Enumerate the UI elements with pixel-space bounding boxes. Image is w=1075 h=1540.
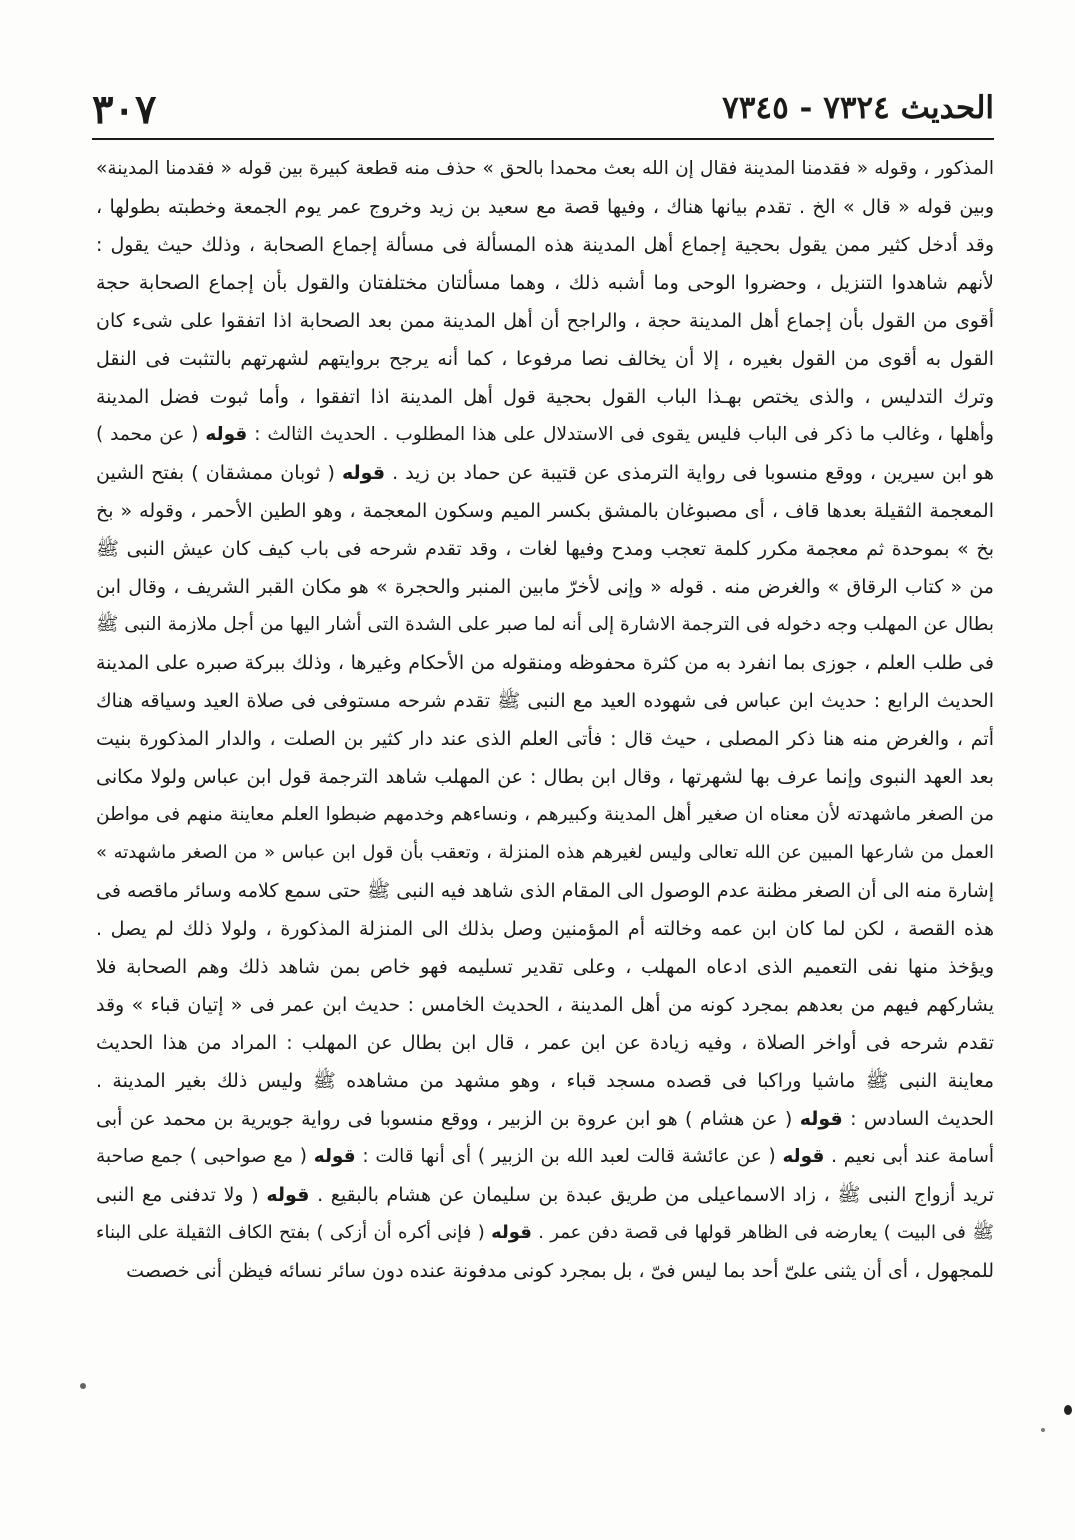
page-number: ٣٠٧: [92, 86, 157, 133]
text-line: الحديث السادس : قوله ( عن هشام ) هو ابن عروة بن الزبير ، ووقع منسوبا فى رواية جويرية بن محمد عن أبى: [96, 1108, 994, 1130]
qawluh-keyword: قوله: [799, 1108, 843, 1130]
page-header: [92, 88, 994, 134]
text-line: يشاركهم فيهم من بعدهم بمجرد كونه من أهل المدينة ، الحديث الخامس : حديث ابن عمر فى « إتيان قباء » وقد: [96, 994, 994, 1016]
text-line: هو ابن سيرين ، ووقع منسوبا فى رواية الترمذى عن قتيبة عن حماد بن زيد . قوله ( ثوبان ممشقان ) بفتح الشين: [96, 462, 994, 484]
text-line: بخ » بموحدة ثم معجمة مكرر كلمة تعجب ومدح وفيها لغات ، وقد تقدم شرحه فى باب كيف كان عيش النبى ﷺ: [96, 538, 994, 560]
ink-speck: [1064, 1405, 1072, 1415]
body-text: [96, 150, 994, 1290]
text-line: معاينة النبى ﷺ ماشيا وراكبا فى قصده مسجد قباء ، وهو مشهد من مشاهده ﷺ وليس ذلك بغير المدينة .: [96, 1070, 994, 1092]
ink-speck: [80, 1383, 86, 1389]
text-line: ويؤخذ منها نفى التعميم الذى ادعاه المهلب ، وعلى تقدير تسليمه فهو خاص بمن شاهد ذلك وهم الصحابة فلا: [96, 956, 994, 978]
qawluh-keyword: قوله: [491, 1222, 532, 1243]
text-line: أتم ، والغرض منه هنا ذكر المصلى ، حيث قال : فأتى العلم الذى عند دار كثير بن الصلت ، والدار المذكورة بنيت: [96, 728, 994, 750]
text-line: للمجهول ، أى أن يثنى علىّ أحد بما ليس فىّ ، بل بمجرد كونى مدفونة عنده دون سائر نسائه فيظن أنى خصصت: [126, 1260, 994, 1282]
text-line: تقدم شرحه فى أواخر الصلاة ، وفيه زيادة عن ابن عمر ، قال ابن بطال عن المهلب : المراد من هذا الحديث: [96, 1032, 994, 1054]
text-line: بطال عن المهلب وجه دخوله فى الترجمة الاشارة إلى أنه لما صبر على الشدة التى أشار اليها من أجل ملازمة النبى ﷺ: [96, 614, 994, 635]
header-rule: [92, 138, 994, 140]
text-line: من « كتاب الرقاق » والغرض منه . قوله « وإنى لأخرّ مابين المنبر والحجرة » هو مكان القبر الشريف ، وقال ابن: [96, 576, 994, 598]
text-line: وبين قوله « قال » الخ . تقدم بيانها هناك ، وفيها قصة مع سعيد بن زيد وخروج عمر يوم الجمعة وخطبته بطولها ،: [96, 196, 994, 218]
text-line: فى طلب العلم ، جوزى بما انفرد به من كثرة محفوظه ومنقوله من الأحكام وغيرها ، وذلك ببركة صبره على المدينة: [96, 652, 994, 674]
text-line: هذه القصة ، لكن لما كان ابن عمه وخالته أم المؤمنين وصل بذلك الى المنزلة المذكورة ، ولولا ذلك لم يصل .: [96, 918, 994, 940]
text-line: الحديث الرابع : حديث ابن عباس فى شهوده العيد مع النبى ﷺ تقدم شرحه مستوفى فى صلاة العيد وسياقه هناك: [96, 690, 994, 712]
text-line: بعد العهد النبوى وإنما عرف بها لشهرتها ، وقال ابن بطال : عن المهلب شاهد الترجمة قول ابن عباس ولولا مكانى: [96, 766, 994, 788]
qawluh-keyword: قوله: [342, 462, 386, 484]
text-line: القول به أقوى من القول بغيره ، إلا أن يخالف نصا مرفوعا ، كما أنه يرجح بروايتهم لشهرتهم بالتثبت فى النقل: [96, 348, 994, 370]
text-line: ﷺ فى البيت ) يعارضه فى الظاهر قولها فى قصة دفن عمر . قوله ( فإنى أكره أن أزكى ) بفتح الكاف الثقيلة على البناء: [96, 1222, 994, 1243]
text-line: أقوى من القول بأن إجماع أهل المدينة حجة ، والراجح أن أهل المدينة ممن بعد الصحابة اذا اتفقوا على شىء كان: [96, 310, 994, 332]
qawluh-keyword: قوله: [782, 1146, 825, 1167]
text-line: العمل من شارعها المبين عن الله تعالى وليس لغيرهم هذه المنزلة ، وتعقب بأن قول ابن عباس « من الصغر ماشهدته »: [96, 842, 994, 863]
text-line: أسامة عند أبى نعيم . قوله ( عن عائشة قالت لعبد الله بن الزبير ) أى أنها قالت : قوله ( مع صواحبى ) جمع صاحبة: [96, 1146, 994, 1167]
ink-speck: [1041, 1428, 1045, 1432]
qawluh-keyword: قوله: [313, 1146, 356, 1167]
hadith-range-heading: الحديث ٧٣٢٤ - ٧٣٤٥: [722, 90, 994, 126]
qawluh-keyword: قوله: [266, 1184, 310, 1206]
text-line: إشارة منه الى أن الصغر مظنة عدم الوصول الى المقام الذى شاهد فيه النبى ﷺ حتى سمع كلامه وسائر ماقصه فى: [96, 880, 994, 902]
text-line: وقد أدخل كثير ممن يقول بحجية إجماع أهل المدينة هذه المسألة فى مسألة إجماع الصحابة ، وذلك حيث يقول :: [96, 234, 994, 256]
text-line: تريد أزواج النبى ﷺ ، زاد الاسماعيلى من طريق عبدة بن سليمان عن هشام بالبقيع . قوله ( ولا تدفنى مع النبى: [96, 1184, 994, 1206]
text-line: المذكور ، وقوله « فقدمنا المدينة فقال إن الله بعث محمدا بالحق » حذف منه قطعة كبيرة بين قوله « فقدمنا المدينة»: [96, 158, 994, 179]
text-line: المعجمة الثقيلة بعدها قاف ، أى مصبوغان بالمشق بكسر الميم وسكون المعجمة ، وهو الطين الأحمر ، وقوله « بخ: [96, 500, 994, 522]
text-line: وترك التدليس ، والذى يختص بهـذا الباب القول بحجية قول أهل المدينة اذا اتفقوا ، وأما ثبوت فضل المدينة: [96, 386, 994, 408]
text-line: لأنهم شاهدوا التنزيل ، وحضروا الوحى وما أشبه ذلك ، وهما مسألتان مختلفتان والقول بأن إجماع الصحابة حجة: [96, 272, 994, 294]
text-line: وأهلها ، وغالب ما ذكر فى الباب فليس يقوى فى الاستدلال على هذا المطلوب . الحديث الثالث : قوله ( عن محمد ): [96, 424, 994, 445]
qawluh-keyword: قوله: [205, 424, 248, 445]
text-line: من الصغر ماشهدته لأن معناه ان صغير أهل المدينة وكبيرهم ، ونساءهم وخدمهم ضبطوا العلم معاينة منهم فى مواطن: [96, 804, 994, 825]
